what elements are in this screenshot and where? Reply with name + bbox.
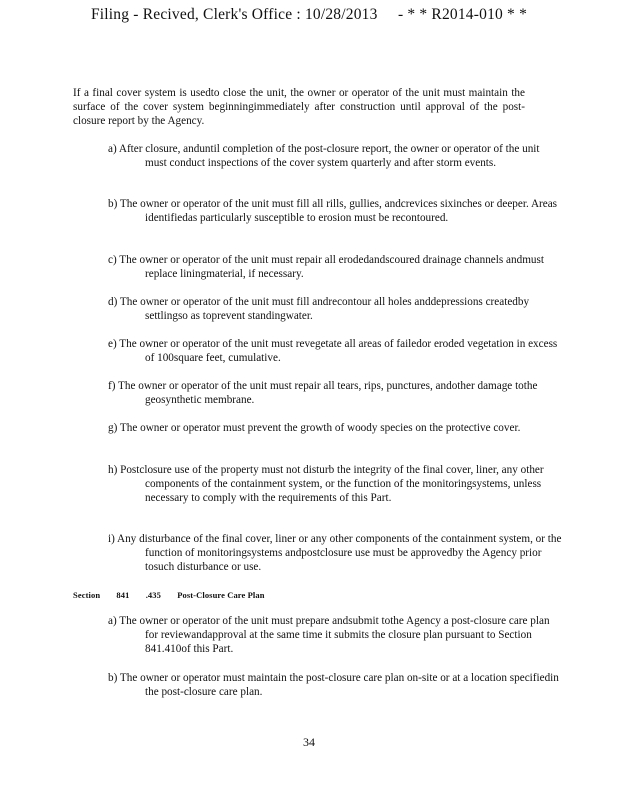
filing-stamp: Filing - Recived, Clerk's Office : 10/28/2013 <box>90 6 378 23</box>
list-item: e) The owner or operator of the unit must revegetate all areas of failedor eroded vegetation in excess of 100square feet, cumulative. <box>108 338 558 365</box>
list-item: g) The owner or operator must prevent the growth of woody species on the protective cover. <box>108 422 521 434</box>
section-title: Post-Closure Care Plan <box>177 590 265 600</box>
section-number: .435 <box>145 590 161 600</box>
list-item: b) The owner or operator of the unit must fill all rills, gullies, andcrevices sixinches or deeper. Areas identifiedas particularly susceptible to erosion must be recontoured. <box>108 198 558 225</box>
filing-header <box>0 6 618 24</box>
list-item: d) The owner or operator of the unit must fill andrecontour all holes anddepressions createdby settlingso as toprevent standingwater. <box>108 296 530 323</box>
list-item: c) The owner or operator of the unit must repair all erodedandscoured drainage channels andmust replace liningmaterial, if necessary. <box>108 254 544 281</box>
page-number: 34 <box>303 735 315 749</box>
list-item: i) Any disturbance of the final cover, liner or any other components of the containment system, or the function of monitoringsystems andpostclosure use must be approvedby the Agency prior tosuch disturbance or use. <box>108 533 562 574</box>
section-label: Section <box>73 590 101 600</box>
section-part: 841 <box>116 590 130 600</box>
list-item: f) The owner or operator of the unit must repair all tears, rips, punctures, andother damage tothe geosynthetic membrane. <box>108 380 538 407</box>
section-heading <box>73 590 279 600</box>
list-item: a) After closure, anduntil completion of the post-closure report, the owner or operator of the unit must conduct inspections of the cover system quarterly and after storm events. <box>108 143 540 170</box>
intro-paragraph: If a final cover system is usedto close the unit, the owner or operator of the unit must maintain the surface of the cover system beginningimmediately after construction until approval of the post-closure report by the Agency. <box>73 87 525 128</box>
list-item: a) The owner or operator of the unit must prepare andsubmit tothe Agency a post-closure care plan for reviewandapproval at the same time it submits the closure plan pursuant to Section 841.410of this Part. <box>108 615 550 656</box>
list-item: b) The owner or operator must maintain the post-closure care plan on-site or at a location specifiedin the post-closure care plan. <box>108 672 559 699</box>
docket-number: - * * R2014-010 * * <box>397 6 528 23</box>
list-item: h) Postclosure use of the property must not disturb the integrity of the final cover, liner, any other components of the containment system, or the function of the monitoringsystems, unless necessary to comply with the requirements of this Part. <box>108 464 544 505</box>
